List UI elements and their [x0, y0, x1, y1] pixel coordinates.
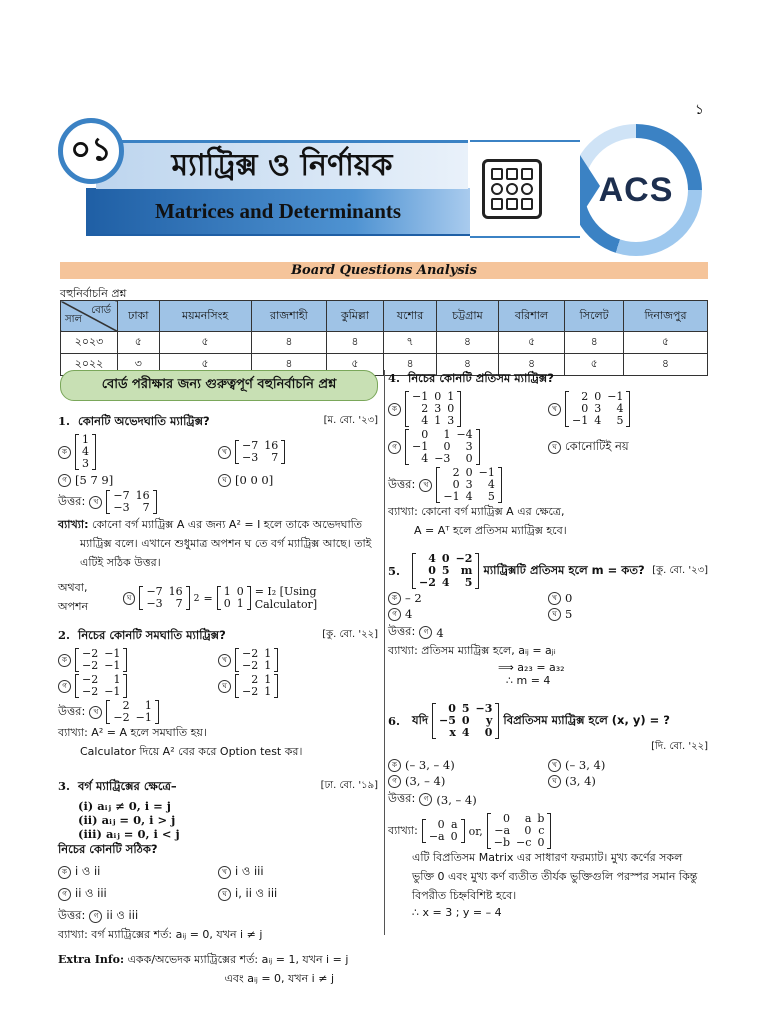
question-5: 5. 4 0 −2 0 5 m −2 4 5 ম্যাট্রিক্সটি প্রতিসম হলে m = কত? [কু. বো. '২৩] ক – 2 খ 0 গ 4 ঘ 5 উত্তর: গ 4 ব্যাখ্যা: প্রতিসম ম্যাট্রিক্স হলে, aᵢⱼ = aⱼᵢ ⟹ a₂₃ = a₃₂ ∴ m = 4: [388, 552, 708, 687]
answer: উত্তর: গ 4: [388, 624, 444, 640]
chapter-title-bn: ম্যাট্রিক্স ও নির্ণায়ক: [171, 147, 393, 183]
explanation: এটি বিপ্রতিসম Matrix এর সাধারণ ফরম্যাট। মুখ্য কর্ণের সকল ভুক্তি 0 এবং মুখ্য কর্ণ ব্যতীত তীর্যক ভুক্তিগুলি পরস্পর সমান কিন্তু বিপরীত চিহ্নবিশিষ্ট হবে। ∴ x = 3 ; y = – 4: [412, 851, 698, 919]
option-a[interactable]: ক 1 4 3: [58, 434, 218, 470]
option-b[interactable]: খ −2 1 −2 1: [218, 648, 378, 672]
analysis-title: Board Questions Analysis: [60, 262, 708, 279]
option-b[interactable]: খ 0: [548, 591, 708, 605]
option-a[interactable]: ক −2 −1 −2 −1: [58, 648, 218, 672]
option-c[interactable]: গ ii ও iii: [58, 885, 218, 904]
right-column: [388, 370, 708, 919]
option-c[interactable]: গ 0 1 −4 −1 0 3 4 −3 0: [388, 429, 548, 465]
board-analysis-table: [60, 300, 708, 376]
statement-ii: (ii) aᵢⱼ = 0, i > j: [78, 813, 176, 827]
table-row: ২০২২ ৩ ৫ ৪ ৫ ৪ ৪ ৪ ৫ ৪: [61, 354, 708, 376]
column-divider: [384, 370, 385, 935]
matrix-grid-icon: [482, 159, 542, 219]
option-d[interactable]: ঘ [0 0 0]: [218, 473, 378, 487]
option-c[interactable]: গ [5 7 9]: [58, 473, 218, 487]
page-number: ১: [694, 102, 704, 118]
option-d[interactable]: ঘ কোনোটিই নয়: [548, 429, 708, 465]
banner-arrow: [578, 152, 600, 220]
table-row: ২০২৩ ৫ ৫ ৪ ৪ ৭ ৪ ৫ ৪ ৫: [61, 332, 708, 354]
option-b[interactable]: খ −7 16 −3 7: [218, 434, 378, 470]
question-3: 3. বর্গ ম্যাট্রিক্সের ক্ষেত্রে– [ঢা. বো. '১৯] (i) aᵢⱼ ≠ 0, i = j (ii) aᵢⱼ = 0, i > j (iii) aᵢⱼ = 0, i < j নিচের কোনটি সঠিক? ক i ও ii খ i ও iii গ ii ও iii ঘ i, ii ও iii উত্তর: গ ii ও iii ব্যাখ্যা: বর্গ ম্যাট্রিক্সের শর্ত: aᵢⱼ = 0, যখন i ≠ j Extra Info: একক/অভেদক ম্যাট্রিক্সের শর্ত: aᵢⱼ = 1, যখন i = j এবং aᵢⱼ = 0, যখন i ≠ j: [58, 778, 378, 989]
answer: উত্তর: খ 2 0 −1 0 3 4 −1 4 5: [388, 467, 708, 503]
explanation: ব্যাখ্যা: বর্গ ম্যাট্রিক্সের শর্ত: aᵢⱼ = 0, যখন i ≠ j: [58, 928, 263, 941]
answer: উত্তর: খ −7 16 −3 7: [58, 490, 378, 514]
option-a[interactable]: ক – 2: [388, 591, 548, 605]
question-2: 2. নিচের কোনটি সমঘাতি ম্যাট্রিক্স? [কু. বো. '২২] ক −2 −1 −2 −1 খ −2 1 −2 1 গ −2 1 −2 −1 ঘ 2 1 −2 1 উত্তর: খ 2 1 −2 −1 ব্যাখ্যা: A² = A হলে সমঘাতি হয়। Calculator দিয়ে A² বের করে Option test কর।: [58, 627, 378, 762]
chapter-title-en: Matrices and Determinants: [154, 198, 402, 223]
analysis-label: বহুনির্বাচনি প্রশ্ন: [60, 287, 127, 300]
explanation: ব্যাখ্যা: কোনো বর্গ ম্যাট্রিক্স A এর জন্য A² = I হলে তাকে অভেদঘাতি ম্যাট্রিক্স বলে। এখানে শুধুমাত্র অপশন ঘ তে বর্গ ম্যাট্রিক্স আছে। তাই এটিই সঠিক উত্তর।: [58, 518, 372, 569]
extra-info: Extra Info: একক/অভেদক ম্যাট্রিক্সের শর্ত: aᵢⱼ = 1, যখন i = j এবং aᵢⱼ = 0, যখন i ≠ j: [58, 953, 349, 985]
option-b[interactable]: খ (– 3, 4): [548, 758, 708, 772]
chapter-title-bn-banner: [96, 140, 468, 189]
option-c[interactable]: গ (3, – 4): [388, 774, 548, 788]
board-header: বরিশাল: [498, 301, 565, 332]
logo-text: ACS: [598, 170, 674, 209]
explanation-matrices: ব্যাখ্যা: 0 a −a 0 or, 0 a b −a 0 c −b −c 0: [388, 813, 708, 849]
board-header: ময়মনসিংহ: [159, 301, 251, 332]
chapter-number-badge: ০১: [58, 118, 124, 184]
board-header: কুমিল্লা: [327, 301, 384, 332]
explanation: ব্যাখ্যা: প্রতিসম ম্যাট্রিক্স হলে, aᵢⱼ = aⱼᵢ ⟹ a₂₃ = a₃₂ ∴ m = 4: [388, 644, 565, 687]
alternate-solution: অথবা, অপশন ঘ −7 16 −3 7 2 = 1 0 0 1 = I₂ [Using Calculator]: [58, 581, 318, 613]
answer: উত্তর: খ 2 1 −2 −1: [58, 700, 378, 724]
option-a[interactable]: ক i ও ii: [58, 863, 218, 882]
board-header: দিনাজপুর: [623, 301, 707, 332]
question-1: 1. কোনটি অভেদঘাতি ম্যাট্রিক্স? [ম. বো. '২৩] ক 1 4 3 খ −7 16 −3 7 গ [5 7 9] ঘ [0 0 0] উত্তর: খ −7 16 −3 7 ব্যাখ্যা: কোনো বর্গ ম্যাট্রিক্স A এর জন্য A² = I হলে তাকে অভেদঘাতি ম্যাট্রিক্স বলে। এখানে শুধুমাত্র অপশন ঘ তে বর্গ ম্যাট্রিক্স আছে। তাই এটিই সঠিক উত্তর। অথবা, অপশন ঘ −7 16 −3 7 2 = 1 0 0 1 = I₂ [Using Calculator]: [58, 413, 378, 617]
option-a[interactable]: ক −1 0 1 2 3 0 4 1 3: [388, 391, 548, 427]
explanation: ব্যাখ্যা: কোনো বর্গ ম্যাট্রিক্স A এর ক্ষেত্রে, A = Aᵀ হলে প্রতিসম ম্যাট্রিক্স হবে।: [388, 505, 567, 537]
answer: উত্তর: গ (3, – 4): [388, 791, 477, 807]
option-d[interactable]: ঘ i, ii ও iii: [218, 885, 378, 904]
option-b[interactable]: খ i ও iii: [218, 863, 378, 882]
important-mcq-heading: বোর্ড পরীক্ষার জন্য গুরুত্বপূর্ণ বহুনির্বাচনি প্রশ্ন: [60, 370, 378, 401]
statement-iii: (iii) aᵢⱼ = 0, i < j: [78, 827, 180, 841]
statement-i: (i) aᵢⱼ ≠ 0, i = j: [78, 799, 171, 813]
matrix-icon-box: [470, 140, 580, 238]
option-d[interactable]: ঘ 2 1 −2 1: [218, 674, 378, 698]
board-header: যশোর: [383, 301, 437, 332]
option-a[interactable]: ক (– 3, – 4): [388, 758, 548, 772]
option-d[interactable]: ঘ (3, 4): [548, 774, 708, 788]
question-6: 6. যদি 0 5 −3 −5 0 y x 4 0 বিপ্রতিসম ম্যাট্রিক্স হলে (x, y) = ? [দি. বো. '২২] ক (– 3, – 4) খ (– 3, 4) গ (3, – 4) ঘ (3, 4) উত্তর: গ (3, – 4) ব্যাখ্যা: 0 a −a 0 or, 0 a b −a 0 c −b −c 0 এটি বিপ্রতিসম Matrix এর সাধারণ ফরম্যাট। মুখ্য কর্ণের সকল ভুক্তি 0 এবং মুখ্য কর্ণ ব্যতীত তীর্যক ভুক্তিগুলি পরস্পর সমান কিন্তু বিপরীত চিহ্নবিশিষ্ট হবে। ∴ x = 3 ; y = – 4: [388, 702, 708, 919]
option-d[interactable]: ঘ 5: [548, 607, 708, 621]
option-b[interactable]: খ 2 0 −1 0 3 4 −1 4 5: [548, 391, 708, 427]
left-column: [58, 370, 378, 989]
board-header: ঢাকা: [118, 301, 160, 332]
question-4: 4. নিচের কোনটি প্রতিসম ম্যাট্রিক্স? ক −1 0 1 2 3 0 4 1 3 খ 2 0 −1 0 3 4 −1 4 5 গ 0 1 −4 −1 0 3 4 −3 0 ঘ কোনোটিই নয় উত্তর: খ 2 0 −1 0 3 4 −1 4 5 ব্যাখ্যা: কোনো বর্গ ম্যাট্রিক্স A এর ক্ষেত্রে, A = Aᵀ হলে প্রতিসম ম্যাট্রিক্স হবে।: [388, 370, 708, 541]
table-corner-cell: বোর্ড সাল: [61, 301, 118, 332]
board-header: রাজশাহী: [251, 301, 327, 332]
answer: উত্তর: গ ii ও iii: [58, 908, 139, 922]
option-c[interactable]: গ −2 1 −2 −1: [58, 674, 218, 698]
chapter-title-en-banner: [86, 188, 470, 236]
option-c[interactable]: গ 4: [388, 607, 548, 621]
board-header: সিলেট: [565, 301, 624, 332]
board-header: চট্টগ্রাম: [437, 301, 498, 332]
explanation: ব্যাখ্যা: A² = A হলে সমঘাতি হয়। Calculator দিয়ে A² বের করে Option test কর।: [58, 726, 303, 758]
